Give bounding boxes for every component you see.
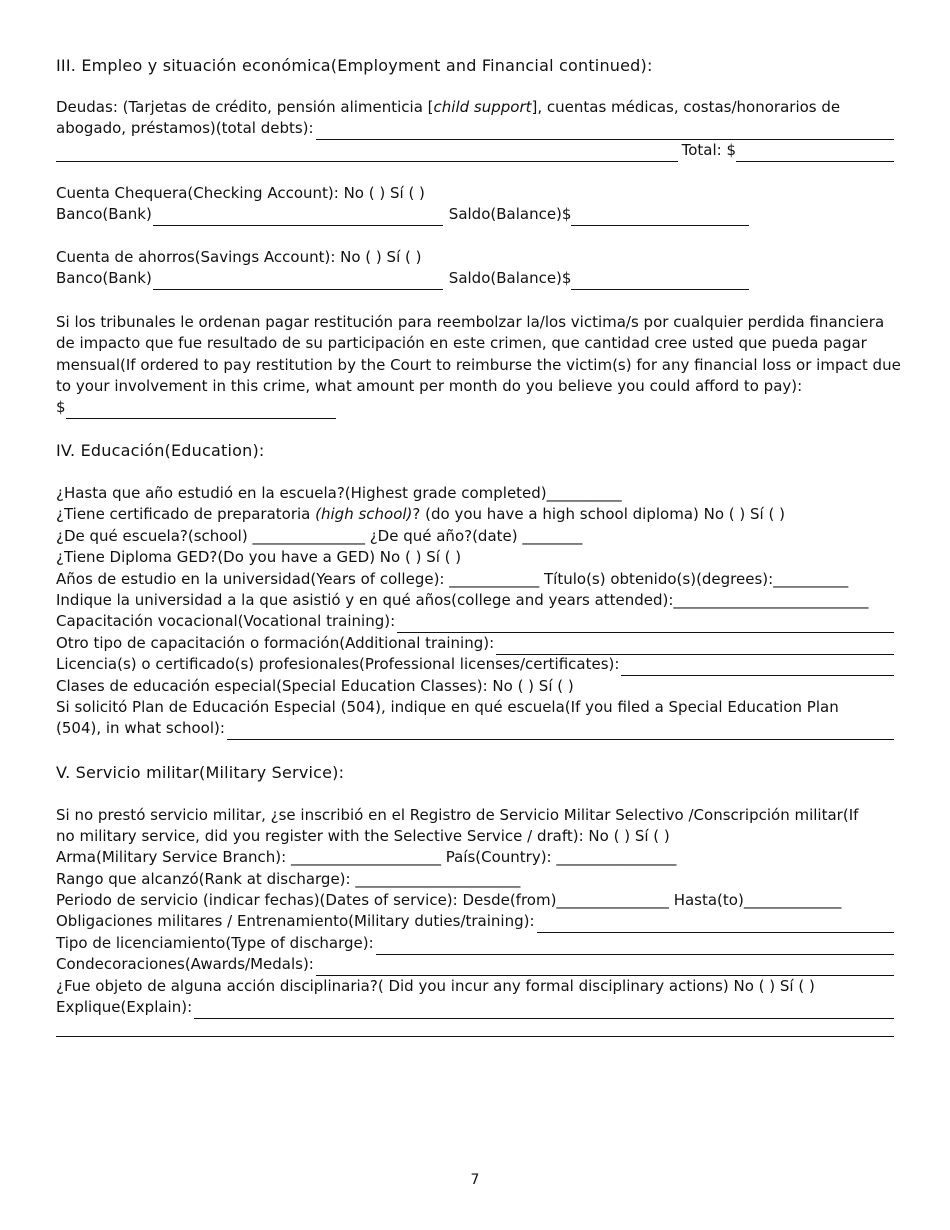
awards-field[interactable]: [316, 958, 894, 976]
explain-field-2[interactable]: [56, 1019, 894, 1037]
special-ed-question[interactable]: Clases de educación especial(Special Education Classes): No ( ) Sí ( ): [56, 677, 574, 695]
college-years-question[interactable]: Años de estudio en la universidad(Years of college): ____________ Título(s) obtenido(s)(degrees):__________: [56, 570, 849, 588]
employment-heading: III. Empleo y situación económica(Employment and Financial continued):: [56, 56, 653, 75]
restitution-line-1: Si los tribunales le ordenan pagar restitución para reembolzar la/los victima/s por cualquier perdida financiera: [56, 313, 885, 331]
service-period-question[interactable]: Periodo de servicio (indicar fechas)(Dates of service): Desde(from)_______________ Hasta(to)_____________: [56, 891, 842, 909]
additional-training-label: Otro tipo de capacitación o formación(Additional training):: [56, 634, 495, 652]
vocational-label: Capacitación vocacional(Vocational training):: [56, 612, 396, 630]
debts-field[interactable]: [316, 122, 894, 140]
selective-service-question[interactable]: no military service, did you register with the Selective Service / draft): No ( ) Sí ( ): [56, 827, 670, 845]
duties-field[interactable]: [537, 915, 894, 933]
education-heading: IV. Educación(Education):: [56, 441, 265, 460]
disciplinary-question[interactable]: ¿Fue objeto de alguna acción disciplinaria?( Did you incur any formal disciplinary actions) No ( ) Sí ( ): [56, 977, 815, 995]
checking-balance-label: Saldo(Balance)$: [448, 205, 572, 223]
debts-field-2[interactable]: [56, 144, 678, 162]
highest-grade-question[interactable]: ¿Hasta que año estudió en la escuela?(Highest grade completed)__________: [56, 484, 622, 502]
licenses-label: Licencia(s) o certificado(s) profesionales(Professional licenses/certificates):: [56, 655, 620, 673]
savings-bank-field[interactable]: [153, 273, 443, 290]
licenses-field[interactable]: [621, 658, 894, 676]
restitution-amount-row: [56, 397, 894, 419]
dollar-sign: $: [56, 398, 66, 416]
discharge-label: Tipo de licenciamiento(Type of discharge):: [56, 934, 374, 952]
restitution-line-2: de impacto que fue resultado de su participación en este crimen, que cantidad cree usted que pueda pagar: [56, 334, 867, 352]
school-date-question[interactable]: ¿De qué escuela?(school) _______________ ¿De qué año?(date) ________: [56, 527, 583, 545]
restitution-line-4: to your involvement in this crime, what amount per month do you believe you could afford to pay):: [56, 377, 803, 395]
explain-field[interactable]: [194, 1001, 894, 1019]
debts-text-b: ], cuentas médicas, costas/honorarios de: [531, 98, 841, 116]
ged-question[interactable]: ¿Tiene Diploma GED?(Do you have a GED) No ( ) Sí ( ): [56, 548, 462, 566]
checking-account-question[interactable]: Cuenta Chequera(Checking Account): No ( ) Sí ( ): [56, 184, 425, 202]
checking-bank-field[interactable]: [153, 209, 443, 226]
college-attended-question[interactable]: Indique la universidad a la que asistió y en qué años(college and years attended):__________________________: [56, 591, 869, 609]
checking-balance-field[interactable]: [571, 209, 749, 226]
plan-504-line1: Si solicitó Plan de Educación Especial (504), indique en qué escuela(If you filed a Special Education Plan: [56, 698, 839, 716]
debts-label: abogado, préstamos)(total debts):: [56, 119, 314, 137]
hs-cert-text-em: (high school): [315, 505, 413, 523]
savings-account-question[interactable]: Cuenta de ahorros(Savings Account): No ( ) Sí ( ): [56, 248, 422, 266]
duties-label: Obligaciones militares / Entrenamiento(Military duties/training):: [56, 912, 535, 930]
vocational-field[interactable]: [397, 615, 894, 633]
debts-text-a: Deudas: (Tarjetas de crédito, pensión alimenticia [: [56, 98, 434, 116]
savings-balance-field[interactable]: [571, 273, 749, 290]
discharge-field[interactable]: [376, 937, 894, 955]
branch-country-question[interactable]: Arma(Military Service Branch): ____________________ País(Country): ________________: [56, 848, 677, 866]
military-heading: V. Servicio militar(Military Service):: [56, 763, 345, 782]
total-field[interactable]: [736, 145, 894, 162]
restitution-line-3: mensual(If ordered to pay restitution by the Court to reimburse the victim(s) for any financial loss or impact due: [56, 356, 901, 374]
total-label: Total: $: [681, 141, 736, 159]
debts-text-em: child support: [433, 98, 532, 116]
savings-balance-label: Saldo(Balance)$: [448, 269, 572, 287]
rank-question[interactable]: Rango que alcanzó(Rank at discharge): ______________________: [56, 870, 521, 888]
restitution-amount-field[interactable]: [66, 402, 336, 419]
selective-service-line1: Si no prestó servicio militar, ¿se inscribió en el Registro de Servicio Militar Selectivo /Conscripción militar(If: [56, 806, 859, 824]
checking-bank-label: Banco(Bank): [56, 205, 152, 223]
explain-label: Explique(Explain):: [56, 998, 193, 1016]
hs-cert-text-b: ? (do you have a high school diploma) No ( ) Sí ( ): [412, 505, 785, 523]
hs-cert-text-a: ¿Tiene certificado de preparatoria: [56, 505, 316, 523]
debts-text-line1: [56, 97, 894, 119]
savings-bank-row: [56, 268, 894, 290]
savings-bank-label: Banco(Bank): [56, 269, 152, 287]
hs-certificate-question[interactable]: [56, 504, 894, 526]
awards-label: Condecoraciones(Awards/Medals):: [56, 955, 314, 973]
plan-504-label: (504), in what school):: [56, 719, 225, 737]
checking-bank-row: [56, 204, 894, 226]
page-number: 7: [470, 1172, 480, 1188]
plan-504-field[interactable]: [227, 722, 894, 740]
additional-training-field[interactable]: [496, 637, 894, 655]
